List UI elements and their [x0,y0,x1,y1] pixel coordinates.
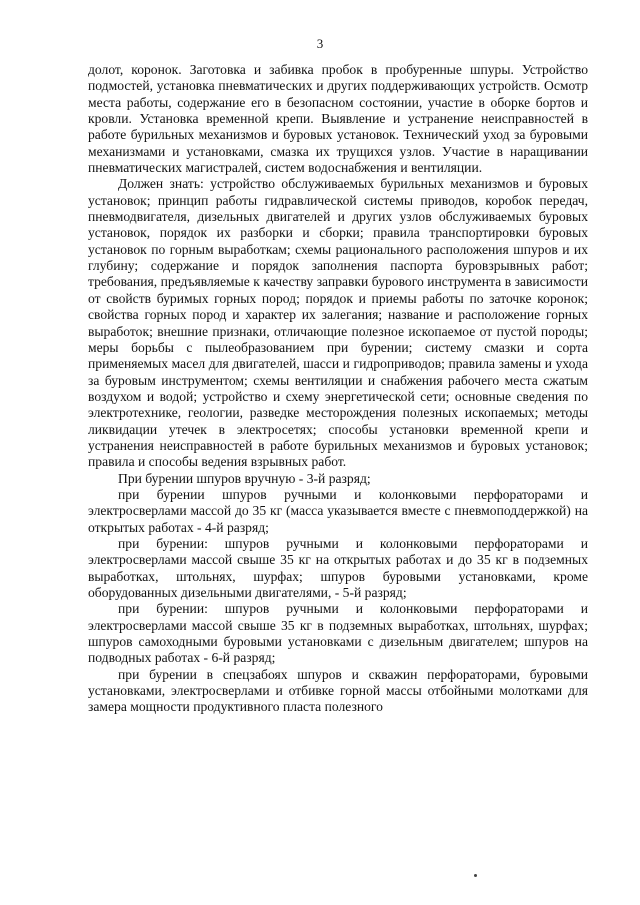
paragraph-must-know: Должен знать: устройство обслуживаемых бурильных механизмов и буровых установок; принцип работы гидравлической системы приводов, коробок передач, пневмодвигателя, дизельных двигателей и других узлов обслуживаемых буровых установок, порядок их разборки и сборки; правила транспортировки буровых установок по горным выработкам; схемы рационального расположения шпуров и их глубину; содержание и порядок заполнения паспорта буровзрывных работ; требования, предъявляемые к качеству заправки бурового инструмента в зависимости от свойств буримых горных пород; порядок и приемы работы по заточке коронок; свойства горных пород и характер их залегания; название и расположение горных выработок; внешние признаки, отличающие полезное ископаемое от пустой породы; меры борьбы с пылеобразованием при бурении; систему смазки и сорта применяемых масел для двигателей, шасси и гидроприводов; правила замены и ухода за буровым инструментом; схемы вентиляции и снабжения рабочего места сжатым воздухом и водой; устройство и схему энергетической сети; основные сведения по электротехнике, геологии, разведке месторождения полезных ископаемых; методы ликвидации утечек в электросетях; способы установки временной крепи и устранения неисправностей в работе бурильных механизмов и буровых установок; правила и способы ведения взрывных работ. [88,176,588,470]
paragraph-grade-5: при бурении: шпуров ручными и колонковыми перфораторами и электросверлами массой свыше 35 кг на открытых работах и до 35 кг в подземных выработках, штольнях, шурфах; шпуров буровыми установками, кроме оборудованных дизельными двигателями, - 5-й разряд; [88,535,588,600]
paragraph-grade-6: при бурении: шпуров ручными и колонковыми перфораторами и электросверлами массой свыше 35 кг в подземных выработках, штольнях, шурфах; шпуров самоходными буровыми установками с дизельным двигателем; шпуров на подводных работах - 6-й разряд; [88,601,588,666]
paragraph-grade-4: при бурении шпуров ручными и колонковыми перфораторами и электросверлами массой до 35 кг (масса указывается вместе с пневмоподдержкой) на открытых работах - 4-й разряд; [88,486,588,535]
page-number: 3 [316,36,324,51]
paragraph-grade-3: При бурении шпуров вручную - 3-й разряд; [118,470,371,486]
paragraph-continuation: долот, коронок. Заготовка и забивка пробок в пробуренные шпуры. Устройство подмостей, установка пневматических и других поддерживающих устройств. Осмотр места работы, содержание его в безопасном состоянии, участие в оборке бортов и кровли. Установка временной крепи. Выявление и устранение неисправностей в работе бурильных механизмов и буровых установок. Технический уход за буровыми механизмами и установками, смазка их трущихся узлов. Участие в наращивании пневматических магистралей, систем водоснабжения и вентиляции. [88,62,588,176]
paragraph-special-faces: при бурении в спецзабоях шпуров и скважин перфораторами, буровыми установками, электросверлами и отбивке горной массы отбойными молотками для замера мощности продуктивного пласта полезного [88,666,588,715]
body-text [88,62,588,716]
scan-artifact-dot [474,874,477,877]
